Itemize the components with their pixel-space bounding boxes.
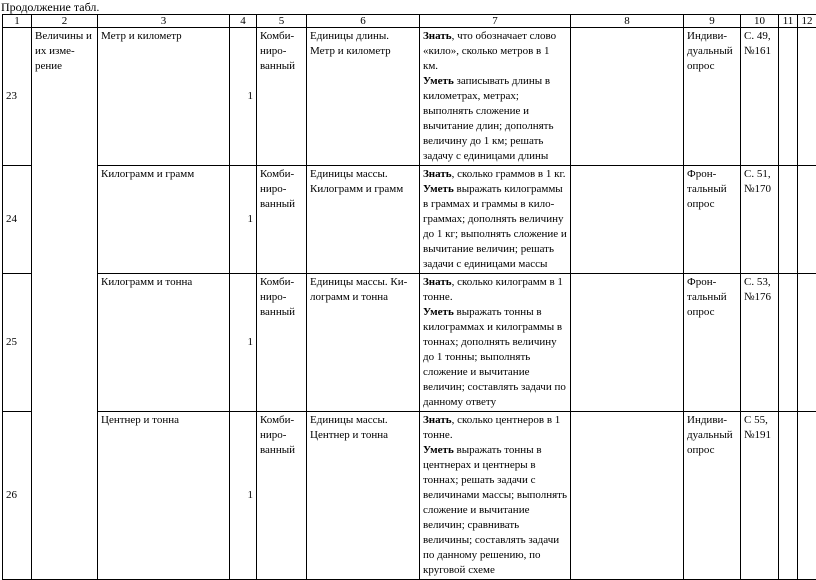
lesson-requirements (420, 412, 571, 580)
column-number: 2 (32, 15, 98, 28)
know-text: , что обозначает слово «кило», сколько метров в 1 км. (423, 30, 556, 72)
control-form: Индиви- дуальный опрос (684, 28, 741, 166)
empty-cell (571, 274, 684, 412)
can-label: Уметь (423, 75, 454, 87)
empty-cell (798, 412, 816, 580)
lesson-content: Единицы массы. Килограмм и грамм (307, 166, 420, 274)
lesson-topic: Метр и километр (98, 28, 230, 166)
lesson-type: Комби- ниро- ванный (257, 166, 307, 274)
lesson-type: Комби- ниро- ванный (257, 412, 307, 580)
lesson-requirements (420, 274, 571, 412)
table-row (3, 166, 816, 274)
can-label: Уметь (423, 444, 454, 456)
know-label: Знать (423, 414, 452, 426)
table-row (3, 412, 816, 580)
column-number: 6 (307, 15, 420, 28)
empty-cell (798, 274, 816, 412)
column-number: 9 (684, 15, 741, 28)
empty-cell (798, 28, 816, 166)
lesson-topic: Килограмм и грамм (98, 166, 230, 274)
column-number: 11 (779, 15, 798, 28)
homework: С. 51, №170 (741, 166, 779, 274)
know-text: , сколько килограмм в 1 тонне. (423, 276, 563, 303)
know-text: , сколько центнеров в 1 тонне. (423, 414, 560, 441)
know-label: Знать (423, 276, 452, 288)
homework: С. 53, №176 (741, 274, 779, 412)
can-text: выражать тонны в центнерах и центнеры в тоннах; решать задачи с величинами массы; выполнять сложение и вычитание величин; сравнивать величины; составлять задачи по данному решению, по круговой схеме (423, 444, 567, 576)
empty-cell (571, 412, 684, 580)
lesson-topic: Килограмм и тонна (98, 274, 230, 412)
lesson-hours: 1 (230, 274, 257, 412)
column-number: 5 (257, 15, 307, 28)
lesson-number: 26 (3, 412, 32, 580)
column-number: 12 (798, 15, 816, 28)
control-form: Фрон- тальный опрос (684, 166, 741, 274)
know-text: , сколько граммов в 1 кг. (452, 168, 566, 180)
lesson-hours: 1 (230, 28, 257, 166)
section-title: Величины и их изме- рение (32, 28, 98, 580)
column-number: 10 (741, 15, 779, 28)
lesson-requirements (420, 28, 571, 166)
control-form: Индиви- дуальный опрос (684, 412, 741, 580)
table-caption: Продолжение табл. (1, 0, 99, 14)
homework: С 55, №191 (741, 412, 779, 580)
control-form: Фрон- тальный опрос (684, 274, 741, 412)
column-number: 8 (571, 15, 684, 28)
empty-cell (779, 274, 798, 412)
lesson-type: Комби- ниро- ванный (257, 274, 307, 412)
column-number: 7 (420, 15, 571, 28)
lesson-content: Единицы массы. Центнер и тонна (307, 412, 420, 580)
empty-cell (798, 166, 816, 274)
lesson-number: 23 (3, 28, 32, 166)
column-number: 4 (230, 15, 257, 28)
empty-cell (779, 28, 798, 166)
lesson-hours: 1 (230, 412, 257, 580)
know-label: Знать (423, 30, 452, 42)
can-text: записывать длины в километрах, метрах; выполнять сложение и вычитание длин; дополнять величину до 1 км; решать задачу с единицами длины (423, 75, 554, 162)
lesson-requirements (420, 166, 571, 274)
lesson-number: 25 (3, 274, 32, 412)
lesson-topic: Центнер и тонна (98, 412, 230, 580)
lesson-hours: 1 (230, 166, 257, 274)
can-text: выражать тонны в килограммах и килограммы в тоннах; дополнять величину до 1 тонны; выполнять сложение и вычитание величин; составлять задачи по данному ответу (423, 306, 566, 408)
empty-cell (779, 166, 798, 274)
homework: С. 49, №161 (741, 28, 779, 166)
table-row (3, 274, 816, 412)
column-number-row (3, 15, 816, 28)
empty-cell (779, 412, 798, 580)
empty-cell (571, 28, 684, 166)
column-number: 1 (3, 15, 32, 28)
can-label: Уметь (423, 306, 454, 318)
lesson-content: Единицы массы. Ки- лограмм и тонна (307, 274, 420, 412)
can-label: Уметь (423, 183, 454, 195)
can-text: выражать килограммы в граммах и граммы в кило-граммах; дополнять величину до 1 кг; выполнять сложение и вычитание величин; решать задачи с единицами массы (423, 183, 567, 270)
know-label: Знать (423, 168, 452, 180)
empty-cell (571, 166, 684, 274)
lesson-type: Комби- ниро- ванный (257, 28, 307, 166)
lesson-number: 24 (3, 166, 32, 274)
table-row (3, 28, 816, 166)
column-number: 3 (98, 15, 230, 28)
lesson-plan-table (2, 14, 816, 580)
lesson-content: Единицы длины. Метр и километр (307, 28, 420, 166)
